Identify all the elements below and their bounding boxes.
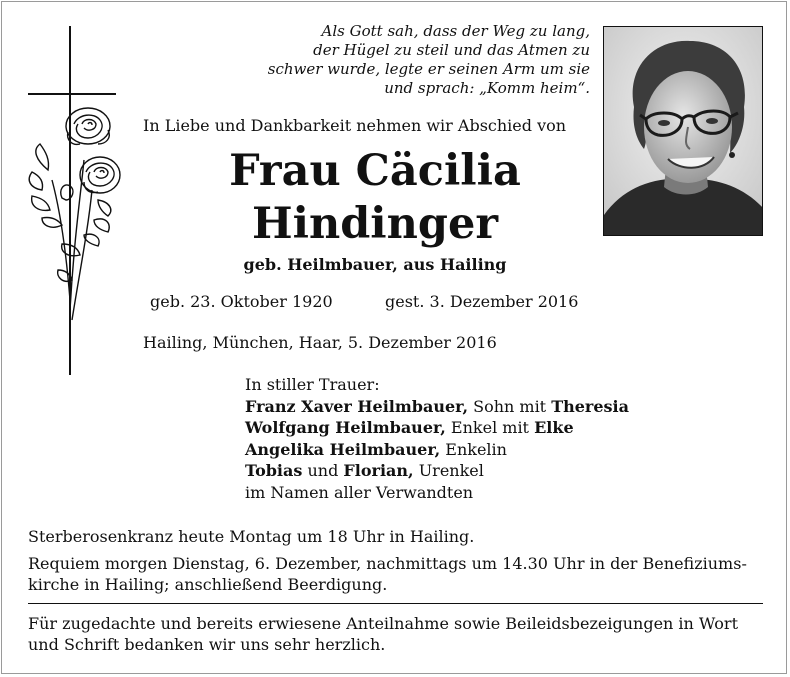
mourner-row: [245, 439, 629, 461]
mourner-name: Tobias: [245, 461, 303, 480]
birth-date: geb. 23. Oktober 1920: [150, 292, 333, 311]
mourners-closing: im Namen aller Verwandten: [245, 482, 474, 502]
mourners-heading: In stiller Trauer:: [245, 375, 380, 394]
deceased-name-last: Hindinger: [252, 199, 498, 249]
thanks-line: Für zugedachte und bereits erwiesene Anteilnahme sowie Beileidsbezeigungen in Wort: [28, 614, 738, 633]
portrait-photo: [603, 26, 763, 236]
verse-line: der Hügel zu steil und das Atmen zu: [313, 41, 590, 59]
requiem-line: kirche in Hailing; anschließend Beerdigung.: [28, 575, 388, 594]
mourner-relation: Enkel mit: [445, 418, 535, 437]
verse-line: Als Gott sah, dass der Weg zu lang,: [321, 22, 590, 40]
maiden-name: geb. Heilmbauer, aus Hailing: [243, 255, 507, 274]
thanks-line: und Schrift bedanken wir uns sehr herzlich.: [28, 635, 386, 654]
deceased-name-first: Frau Cäcilia: [229, 146, 521, 196]
place-and-date: Hailing, München, Haar, 5. Dezember 2016: [143, 333, 497, 352]
death-date: gest. 3. Dezember 2016: [385, 292, 579, 311]
cross-with-roses-icon: [22, 20, 132, 380]
requiem-line: Requiem morgen Dienstag, 6. Dezember, nachmittags um 14.30 Uhr in der Benefiziums-: [28, 554, 747, 573]
mourner-relation: Enkelin: [440, 439, 507, 459]
intro-text: In Liebe und Dankbarkeit nehmen wir Abschied von: [143, 116, 567, 135]
mourner-relation: Urenkel: [413, 461, 484, 480]
verse-line: und sprach: „Komm heim“.: [384, 79, 590, 97]
mourner-name: Florian,: [343, 461, 414, 480]
mourner-row: [245, 396, 629, 418]
mourner-row: [245, 460, 629, 482]
mourner-name: Wolfgang Heilmbauer,: [245, 418, 446, 437]
mourner-name: Angelika Heilmbauer,: [245, 439, 441, 459]
mourner-name: Elke: [534, 418, 574, 437]
verse-line: schwer wurde, legte er seinen Arm um sie: [267, 60, 590, 78]
verse: [250, 22, 590, 98]
mourner-conjunction: und: [302, 461, 344, 480]
divider: [28, 603, 763, 604]
thanks-text: [28, 613, 768, 655]
mourner-relation: Sohn mit: [468, 396, 552, 416]
mourner-name: Franz Xaver Heilmbauer,: [245, 396, 469, 416]
rosary-notice: Sterberosenkranz heute Montag um 18 Uhr in Hailing.: [28, 527, 475, 546]
mourner-name: Theresia: [551, 396, 629, 416]
mourners-list: [245, 374, 629, 503]
mourner-row: [245, 417, 629, 439]
requiem-notice: [28, 553, 768, 595]
